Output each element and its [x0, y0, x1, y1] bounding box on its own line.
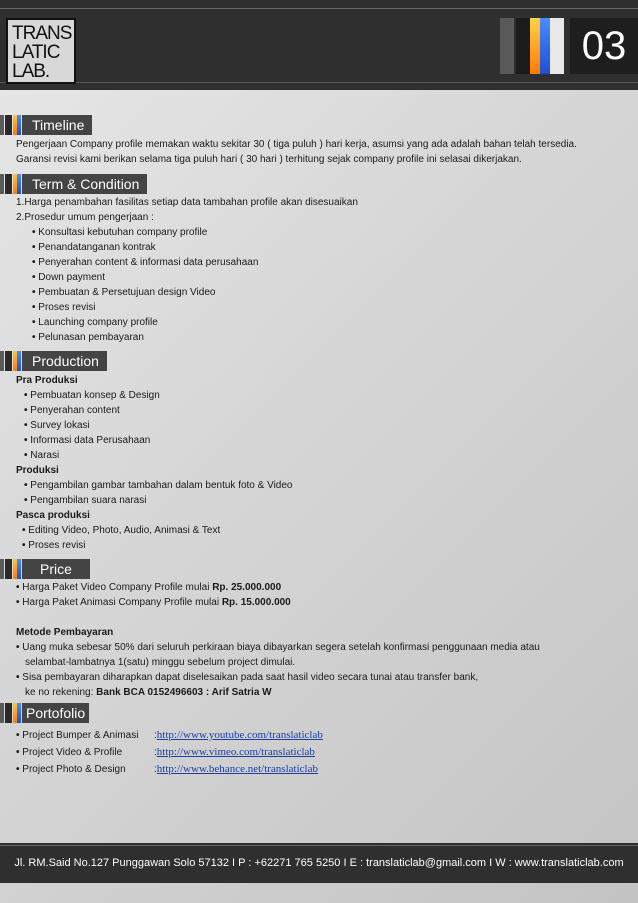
terms-title: Term & Condition [22, 174, 147, 194]
production-title: Production [22, 351, 107, 371]
portfolio-sep: : [154, 764, 157, 775]
timeline-title: Timeline [22, 115, 92, 135]
portfolio-row [16, 744, 323, 761]
stripe-white [550, 18, 564, 74]
list-item: • Editing Video, Photo, Audio, Animasi & Text [16, 523, 293, 538]
price-body [16, 580, 540, 700]
behance-link[interactable]: http://www.behance.net/translaticlab [156, 763, 318, 775]
portfolio-row [16, 727, 323, 744]
price-item [16, 595, 540, 610]
portfolio-title: Portofolio [22, 703, 89, 723]
list-item: • Pengambilan suara narasi [16, 493, 293, 508]
page-number: 03 [570, 18, 638, 74]
list-item: • Informasi data Perusahaan [16, 433, 293, 448]
produksi-title: Produksi [16, 465, 59, 476]
list-item: • Konsultasi kebutuhan company profile [16, 225, 358, 240]
stripe-blue [540, 18, 550, 74]
youtube-link[interactable]: http://www.youtube.com/translaticlab [156, 729, 323, 741]
list-item: • Penandatanganan kontrak [16, 240, 358, 255]
portfolio-sep: : [154, 730, 157, 741]
portfolio-body [16, 727, 323, 778]
list-item: • Down payment [16, 270, 358, 285]
payment-item: • Sisa pembayaran diharapkan dapat diselesaikan pada saat hasil video secara tunai atau transfer bank, [16, 670, 540, 685]
logo-line-2: LATIC [12, 42, 60, 63]
header-color-stripes [500, 18, 564, 74]
payment-method-title: Metode Pembayaran [16, 627, 114, 638]
list-item: • Penyerahan content [16, 403, 293, 418]
price-title: Price [22, 559, 90, 579]
vimeo-link[interactable]: http://www.vimeo.com/translaticlab [156, 746, 315, 758]
header-bottom-rule [0, 82, 638, 83]
list-item: • Survey lokasi [16, 418, 293, 433]
production-body [16, 373, 293, 553]
pra-produksi-title: Pra Produksi [16, 375, 78, 386]
list-item: • Launching company profile [16, 315, 358, 330]
terms-item-1: 1.Harga penambahan fasilitas setiap data tambahan profile akan disesuaikan [16, 197, 358, 208]
terms-body [16, 195, 358, 345]
list-item: • Pembuatan & Persetujuan design Video [16, 285, 358, 300]
stripe-gray [500, 18, 514, 74]
bank-account: Bank BCA 0152496603 : Arif Satria W [96, 687, 272, 698]
logo-line-1: TRANS [12, 23, 72, 44]
stripe-black [516, 18, 530, 74]
portfolio-label: • Project Bumper & Animasi [16, 727, 154, 744]
list-item: • Proses revisi [16, 538, 293, 553]
portfolio-label: • Project Video & Profile [16, 744, 154, 761]
bank-prefix: ke no rekening: [25, 687, 97, 698]
payment-item-continued: selambat-lambatnya 1(satu) minggu sebelum project dimulai. [25, 657, 296, 668]
timeline-body [16, 137, 577, 167]
list-item: • Penyerahan content & informasi data perusahaan [16, 255, 358, 270]
portfolio-row [16, 761, 323, 778]
header-top-rule [0, 8, 638, 9]
price-item-label: Harga Paket Animasi Company Profile mulai [22, 597, 222, 608]
list-item: • Pembuatan konsep & Design [16, 388, 293, 403]
list-item: • Narasi [16, 448, 293, 463]
stripe-orange [530, 18, 540, 74]
price-item-label: Harga Paket Video Company Profile mulai [22, 582, 213, 593]
logo-line-3: LAB. [12, 61, 50, 82]
portfolio-label: • Project Photo & Design [16, 761, 154, 778]
price-amount: Rp. 15.000.000 [221, 597, 291, 608]
translatic-lab-logo [6, 18, 76, 84]
footer-rule [0, 845, 638, 846]
payment-item: • Uang muka sebesar 50% dari seluruh perkiraan biaya dibayarkan segera setelah konfirmasi penggunaan media atau [16, 640, 540, 655]
price-amount: Rp. 25.000.000 [212, 582, 282, 593]
price-item [16, 580, 540, 595]
payment-item-continued [16, 685, 540, 700]
page-header [0, 0, 638, 90]
page-footer: Jl. RM.Said No.127 Punggawan Solo 57132 I P : +62271 765 5250 I E : translaticlab@gmail.com I W : www.translaticlab.com [0, 843, 638, 883]
list-item: • Pelunasan pembayaran [16, 330, 358, 345]
terms-item-2: 2.Prosedur umum pengerjaan : [16, 212, 154, 223]
timeline-line: Pengerjaan Company profile memakan waktu sekitar 30 ( tiga puluh ) hari kerja, asumsi yang ada adalah bahan telah tersedia. [16, 139, 577, 150]
list-item: • Proses revisi [16, 300, 358, 315]
timeline-line: Garansi revisi kami berikan selama tiga puluh hari ( 30 hari ) terhitung sejak company profile ini selasai dikerjakan. [16, 154, 522, 165]
list-item: • Pengambilan gambar tambahan dalam bentuk foto & Video [16, 478, 293, 493]
pasca-produksi-title: Pasca produksi [16, 510, 90, 521]
portfolio-sep: : [154, 747, 157, 758]
